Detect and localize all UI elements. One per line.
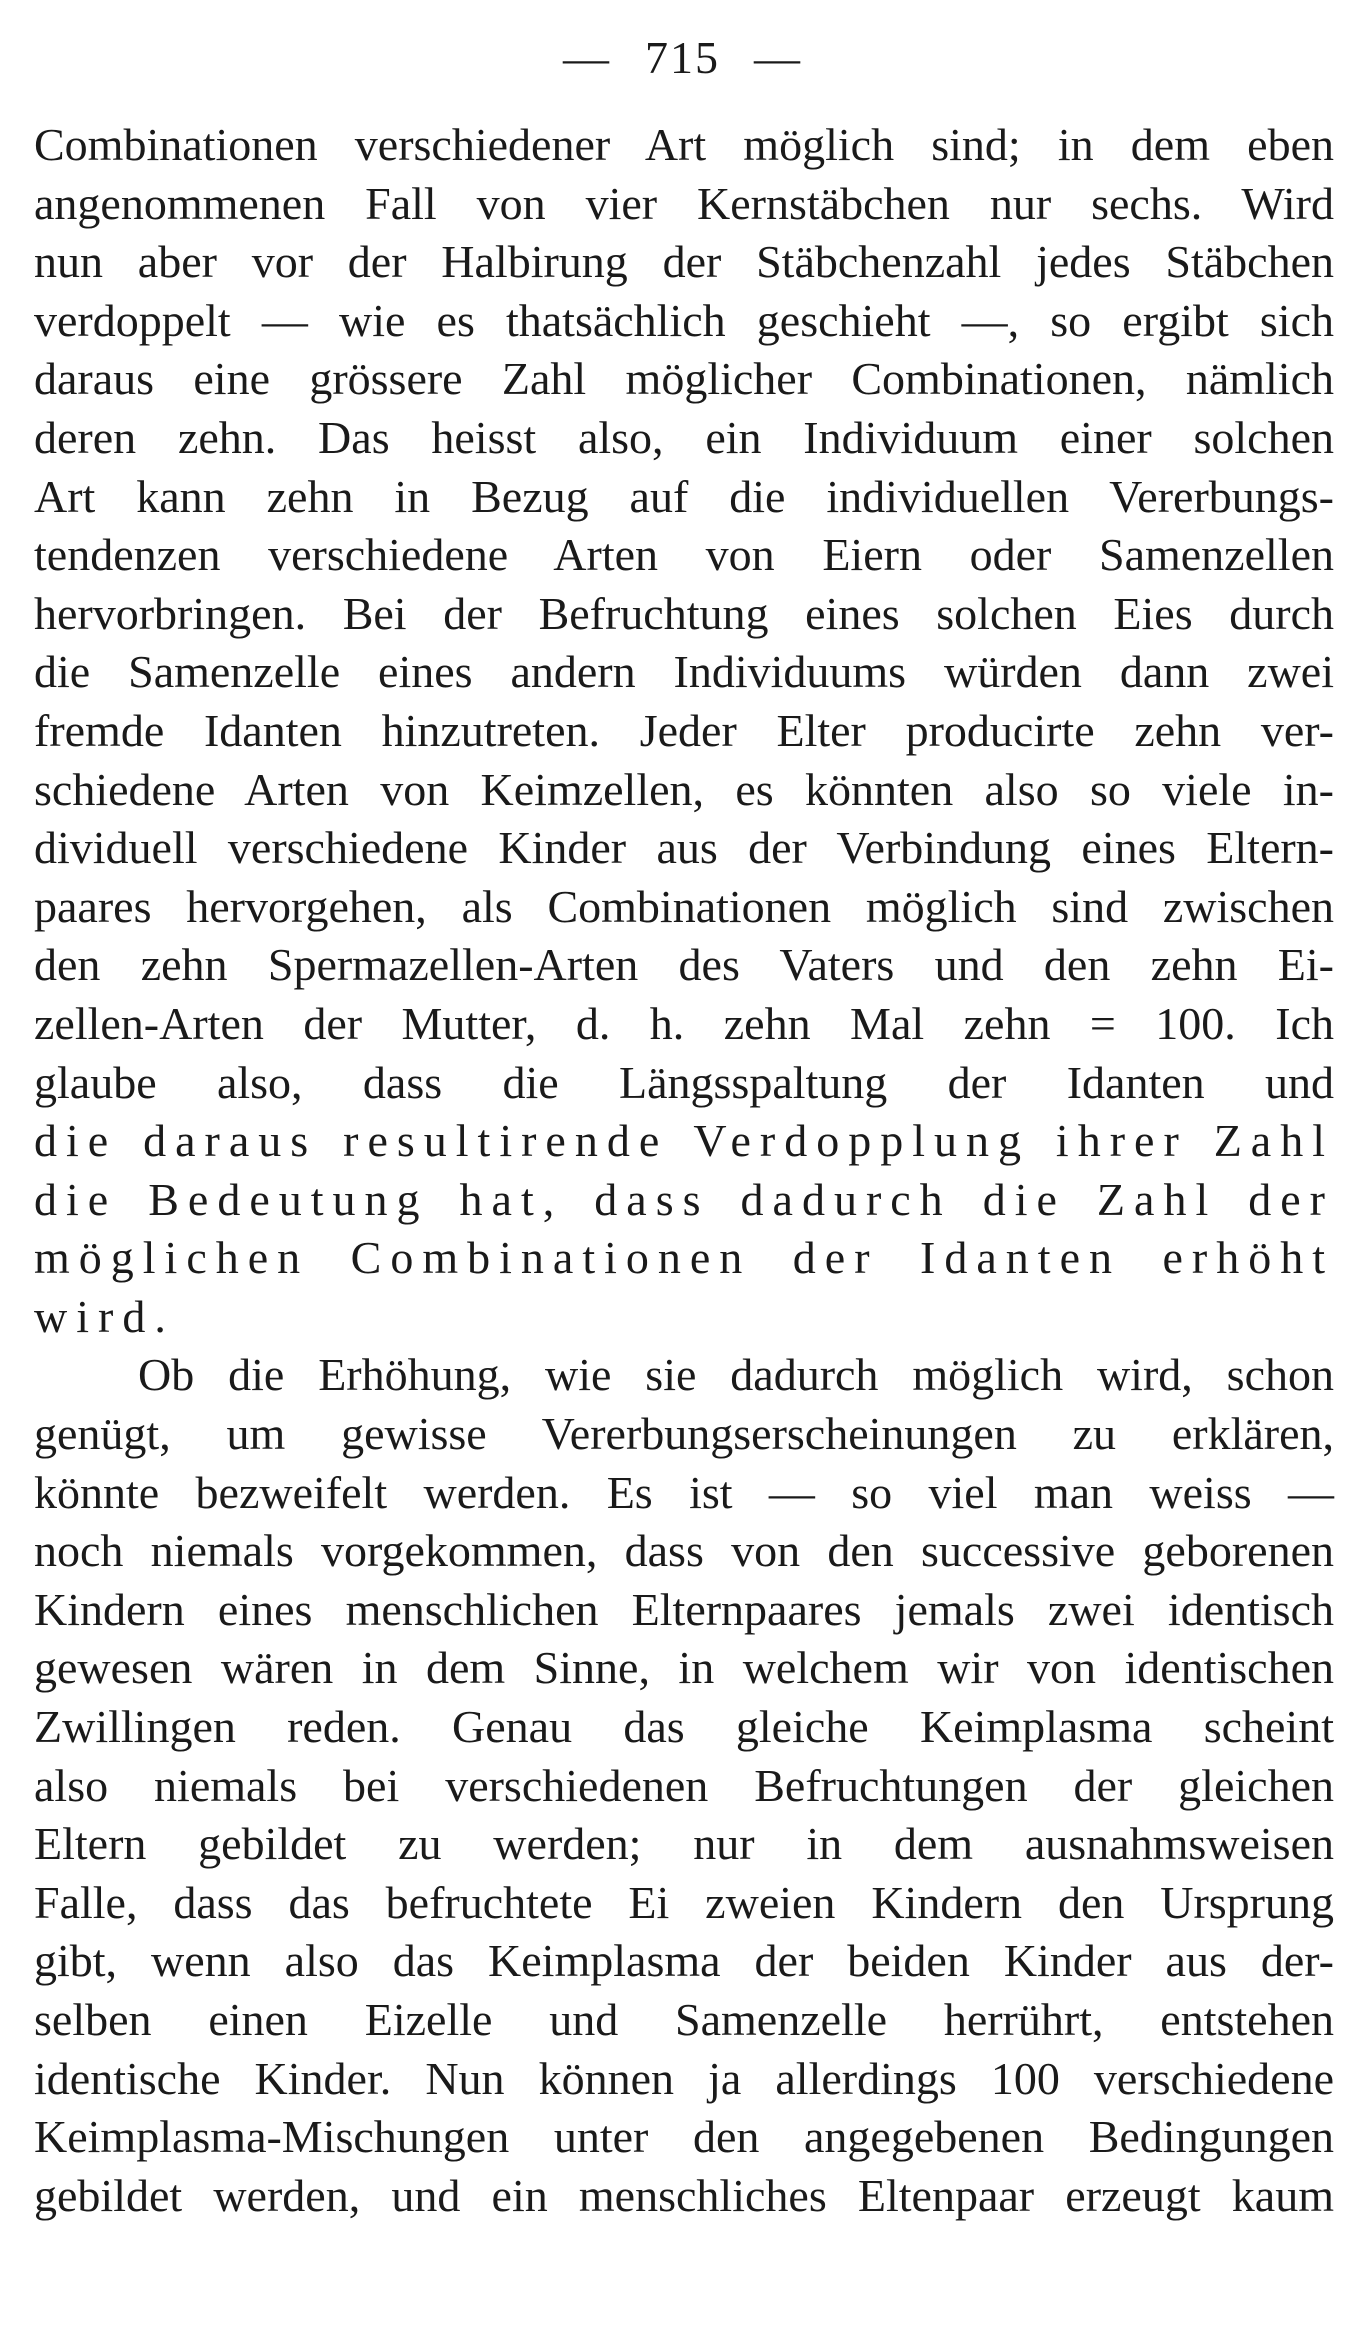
text-line: gebildet werden, und ein menschliches Eltenpaar erzeugt kaum: [34, 2169, 1334, 2221]
text-line: Eltern gebildet zu werden; nur in dem ausnahmsweisen: [34, 1818, 1334, 1870]
text-line: deren zehn. Das heisst also, ein Individuum einer solchen: [34, 411, 1334, 463]
text-line: Keimplasma-Mischungen unter den angegebenen Bedingungen: [34, 2111, 1334, 2163]
text-line: Falle, dass das befruchtete Ei zweien Kindern den Ursprung: [34, 1876, 1334, 1928]
text-line: Ob die Erhöhung, wie sie dadurch möglich wird, schon: [138, 1349, 1334, 1401]
text-line: zellen-Arten der Mutter, d. h. zehn Mal zehn = 100. Ich: [34, 997, 1334, 1049]
text-line: könnte bezweifelt werden. Es ist — so viel man weiss —: [34, 1466, 1334, 1518]
page-number: 715: [645, 32, 720, 83]
paragraph-2: [34, 1346, 1334, 2225]
text-line: Combinationen verschiedener Art möglich sind; in dem eben: [34, 119, 1334, 170]
text-line: genügt, um gewisse Vererbungserscheinungen zu erklären,: [34, 1408, 1334, 1460]
text-line: nun aber vor der Halbirung der Stäbchenzahl jedes Stäbchen: [34, 236, 1334, 288]
text-line: glaube also, dass die Längsspaltung der Idanten und: [34, 1056, 1334, 1108]
paragraph-1: [34, 116, 1334, 1346]
text-line: tendenzen verschiedene Arten von Eiern oder Samenzellen: [34, 529, 1334, 581]
text-line: noch niemals vorgekommen, dass von den successive geborenen: [34, 1525, 1334, 1577]
text-line-spaced: die daraus resultirende Verdopplung ihrer Zahl: [34, 1115, 1334, 1167]
text-line: hervorbringen. Bei der Befruchtung eines solchen Eies durch: [34, 587, 1334, 639]
text-line: daraus eine grössere Zahl möglicher Combinationen, nämlich: [34, 353, 1334, 405]
text-line: also niemals bei verschiedenen Befruchtungen der gleichen: [34, 1759, 1334, 1811]
text-line-spaced: wird.: [34, 1290, 175, 1342]
body-text: [34, 116, 1334, 2225]
page-number-header: [0, 28, 1365, 88]
text-line-spaced: die Bedeutung hat, dass dadurch die Zahl der: [34, 1173, 1334, 1225]
text-line: paares hervorgehen, als Combinationen möglich sind zwischen: [34, 880, 1334, 932]
text-line: Kindern eines menschlichen Elternpaares jemals zwei identisch: [34, 1583, 1334, 1635]
text-line: dividuell verschiedene Kinder aus der Verbindung eines Eltern-: [34, 822, 1334, 874]
text-line: identische Kinder. Nun können ja allerdings 100 verschiedene: [34, 2052, 1334, 2104]
text-line: den zehn Spermazellen-Arten des Vaters und den zehn Ei-: [34, 939, 1334, 991]
text-line: gibt, wenn also das Keimplasma der beiden Kinder aus der-: [34, 1935, 1334, 1987]
text-line: Zwillingen reden. Genau das gleiche Keimplasma scheint: [34, 1701, 1334, 1753]
text-line: gewesen wären in dem Sinne, in welchem wir von identischen: [34, 1642, 1334, 1694]
text-line: verdoppelt — wie es thatsächlich geschieht —, so ergibt sich: [34, 294, 1334, 346]
text-line: Art kann zehn in Bezug auf die individuellen Vererbungs-: [34, 470, 1334, 522]
text-line: die Samenzelle eines andern Individuums würden dann zwei: [34, 646, 1334, 698]
text-line: angenommenen Fall von vier Kernstäbchen nur sechs. Wird: [34, 177, 1334, 229]
text-line: fremde Idanten hinzutreten. Jeder Elter producirte zehn ver-: [34, 704, 1334, 756]
text-line-spaced: möglichen Combinationen der Idanten erhöht: [34, 1232, 1334, 1284]
page-number-dash-left: —: [563, 32, 611, 83]
page-number-dash-right: —: [754, 32, 802, 83]
text-line: schiedene Arten von Keimzellen, es könnten also so viele in-: [34, 763, 1334, 815]
text-line: selben einen Eizelle und Samenzelle herrührt, entstehen: [34, 1994, 1334, 2045]
